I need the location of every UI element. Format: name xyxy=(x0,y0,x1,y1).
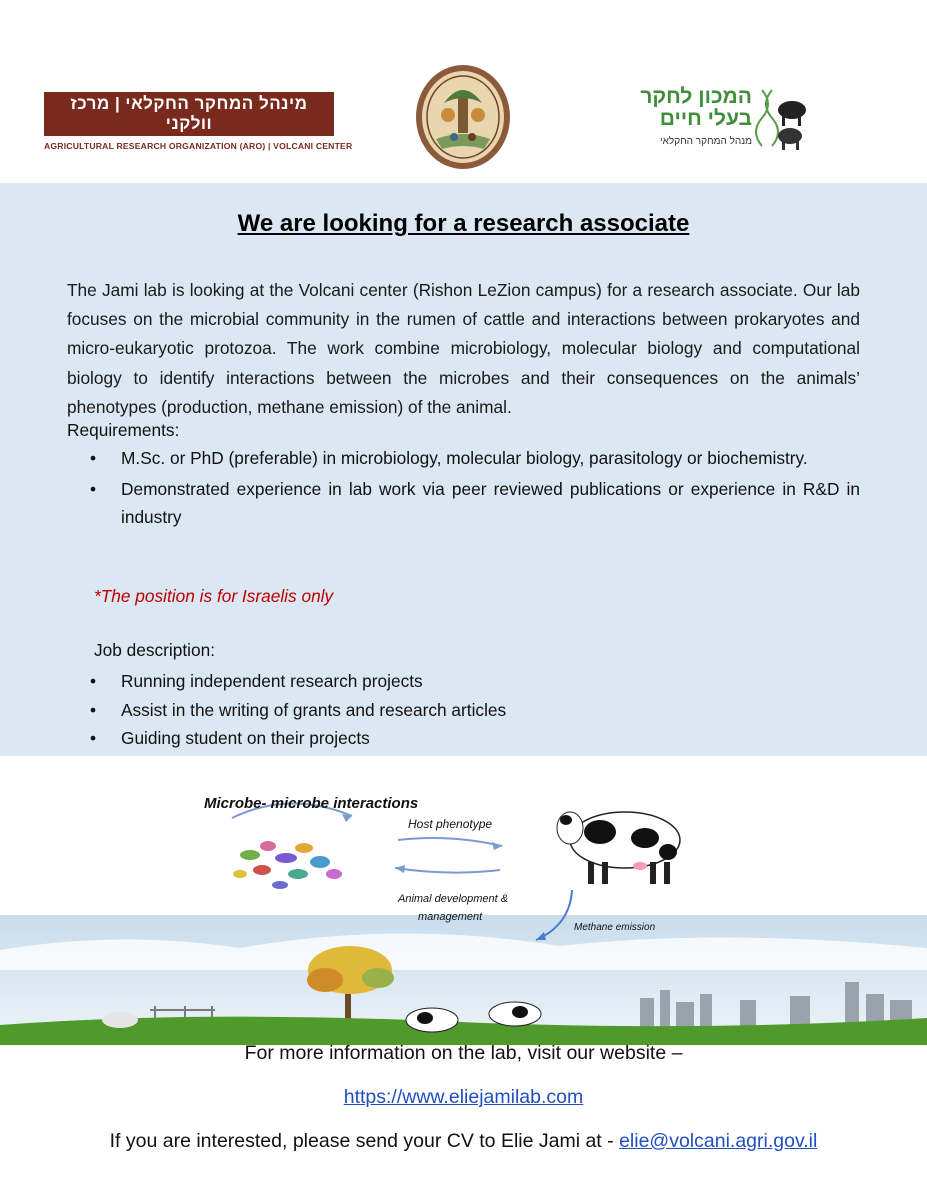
animals-dna-icon xyxy=(752,88,810,152)
list-item xyxy=(90,475,860,532)
institute-subtitle: מנהל המחקר החקלאי xyxy=(660,136,752,147)
bullet-icon: • xyxy=(90,448,97,468)
host-phenotype-label: Host phenotype xyxy=(408,817,493,831)
animal-science-institute-logo xyxy=(640,86,810,156)
website-info-text: For more information on the lab, visit our website – xyxy=(244,1042,683,1064)
aro-hebrew-name: מינהל המחקר החקלאי | מרכז וולקני xyxy=(44,92,334,136)
list-item xyxy=(90,444,860,473)
page-title: We are looking for a research associate xyxy=(237,210,690,237)
website-row xyxy=(0,1086,927,1109)
sheep-icon xyxy=(102,1012,138,1028)
animal-management-label: management xyxy=(418,911,483,923)
institute-name-line-2: בעלי חיים xyxy=(659,107,752,130)
cow-icon xyxy=(557,812,680,884)
methane-emission-label: Methane emission xyxy=(574,922,656,933)
intro-paragraph xyxy=(67,276,860,422)
microbe-interactions-label: Microbe- microbe interactions xyxy=(204,795,419,812)
bullet-icon: • xyxy=(90,699,97,720)
requirements-heading: Requirements: xyxy=(67,420,180,440)
research-illustration xyxy=(0,770,927,1045)
bullet-icon: • xyxy=(90,728,97,748)
animal-development-arrow-icon xyxy=(395,868,500,873)
requirements-list xyxy=(90,444,860,534)
israelis-only-note: *The position is for Israelis only xyxy=(94,586,334,606)
aro-english-name: AGRICULTURAL RESEARCH ORGANIZATION (ARO) | VOLCANI CENTER xyxy=(44,141,353,151)
bullet-icon: • xyxy=(90,671,97,691)
requirement-text: M.Sc. or PhD (preferable) in microbiology, molecular biology, parasitology or biochemistry. xyxy=(121,448,808,468)
email-link[interactable]: elie@volcani.agri.gov.il xyxy=(619,1130,818,1152)
list-item xyxy=(90,696,860,725)
job-item-text: Guiding student on their projects xyxy=(121,728,370,748)
job-item-text: Running independent research projects xyxy=(121,671,423,691)
intro-text: The Jami lab is looking at the Volcani center (Rishon LeZion campus) for a research associate. Our lab focuses on the microbial community in the rumen of cattle and interactions between prokaryotes and micro-eukaryotic protozoa. The work combine microbiology, molecular biology and computational biology to identify interactions between the microbes and their consequences on the animals’ phenotypes (production, methane emission) of the animal. xyxy=(67,280,860,417)
host-phenotype-arrow-icon xyxy=(398,838,502,846)
cv-contact-text: If you are interested, please send your CV to Elie Jami at - xyxy=(109,1130,620,1152)
website-link[interactable]: https://www.eliejamilab.com xyxy=(343,1086,584,1108)
list-item xyxy=(90,724,860,753)
animal-development-label: Animal development & xyxy=(398,893,509,905)
job-description-heading: Job description: xyxy=(94,640,216,660)
microbes-icon xyxy=(233,841,342,889)
job-item-text: Assist in the writing of grants and research articles xyxy=(121,699,507,720)
job-description-list xyxy=(90,667,860,753)
volcani-seal-icon xyxy=(414,63,512,171)
requirement-text: Demonstrated experience in lab work via peer reviewed publications or experience in R&D in industry xyxy=(121,478,860,527)
bullet-icon: • xyxy=(90,478,97,499)
aro-logo xyxy=(44,92,353,151)
cv-contact-row xyxy=(0,1130,927,1153)
list-item xyxy=(90,667,860,696)
institute-name-line-1: המכון לחקר xyxy=(640,85,752,108)
